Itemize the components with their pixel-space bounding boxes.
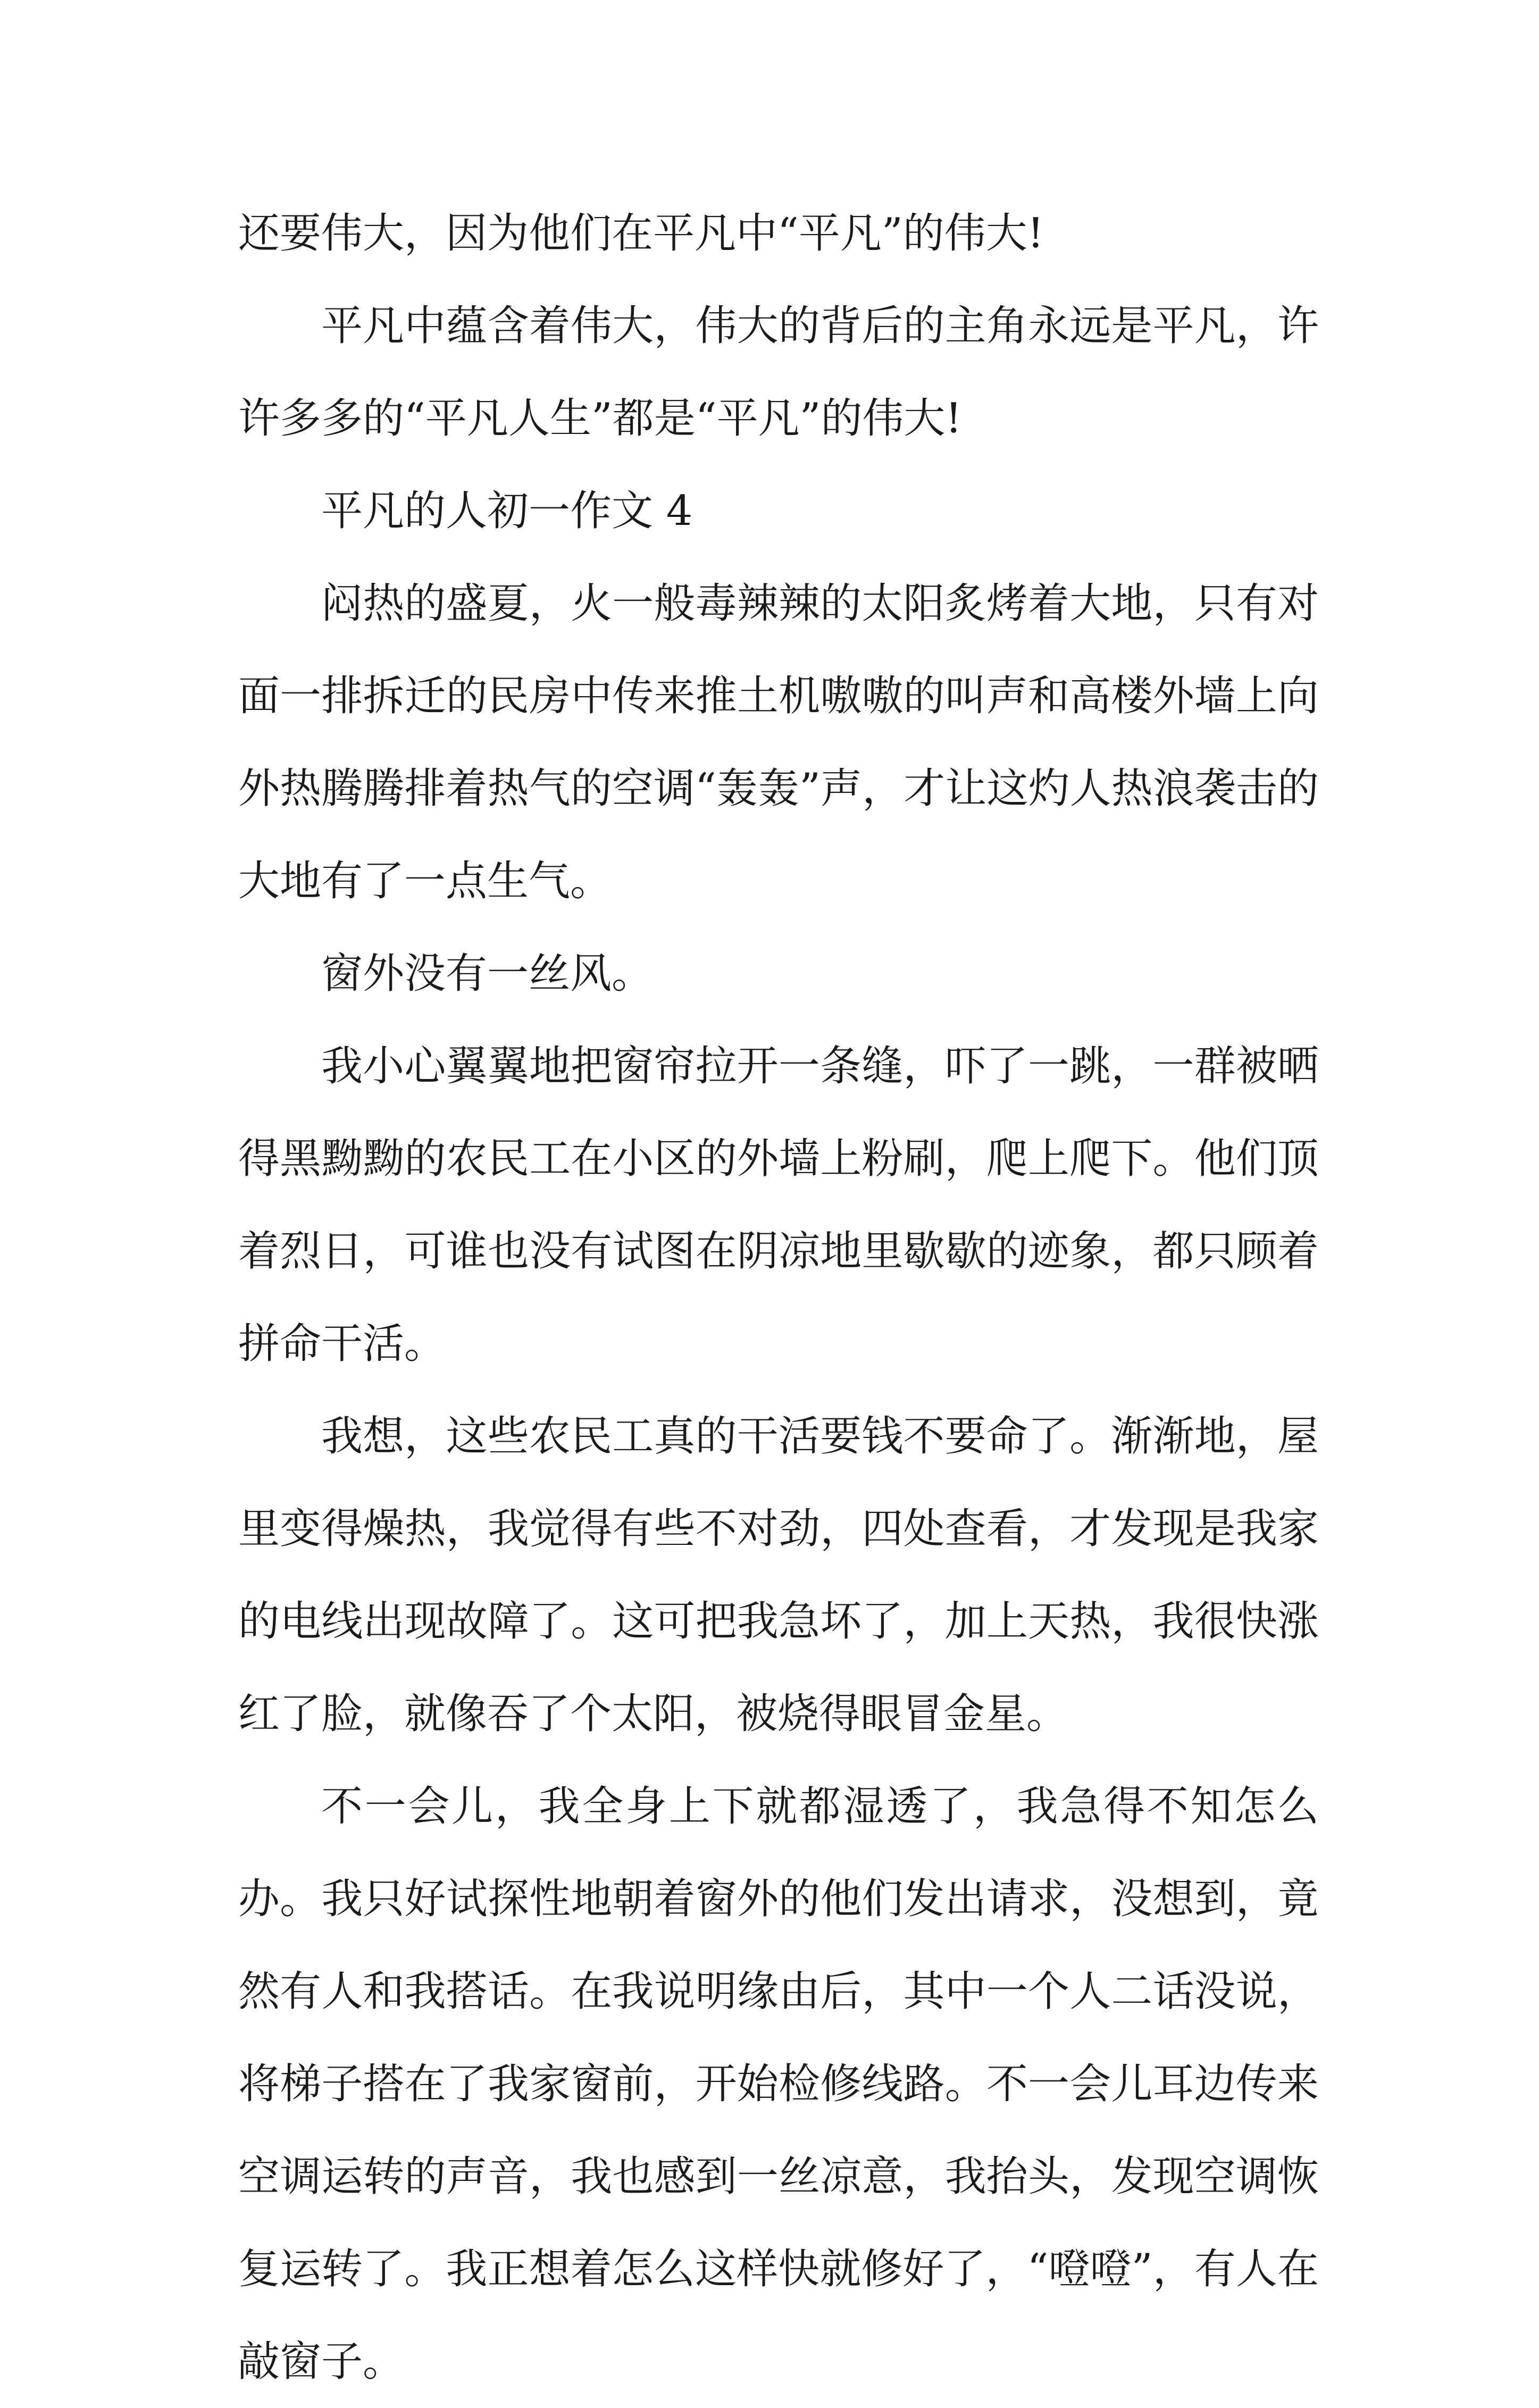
paragraph-wire-fault: 我想，这些农民工真的干活要钱不要命了。渐渐地，屋里变得燥热，我觉得有些不对劲，四处查看，才发现是我家的电线出现故障了。这可把我急坏了，加上天热，我很快涨红了脸，就像吞了个太阳，被烧得眼冒金星。 bbox=[238, 1412, 1319, 1738]
paragraph-workers: 我小心翼翼地把窗帘拉开一条缝，吓了一跳，一群被晒得黑黝黝的农民工在小区的外墙上粉刷，爬上爬下。他们顶着烈日，可谁也没有试图在阴凉地里歇歇的迹象，都只顾着拼命干活。 bbox=[238, 1042, 1319, 1368]
paragraph-repair: 不一会儿，我全身上下就都湿透了，我急得不知怎么办。我只好试探性地朝着窗外的他们发出请求，没想到，竟然有人和我搭话。在我说明缘由后，其中一个人二话没说，将梯子搭在了我家窗前，开始检修线路。不一会儿耳边传来空调运转的声音，我也感到一丝凉意，我抬头，发现空调恢复运转了。我正想着怎么这样快就修好了，“噔噔”，有人在敲窗子。 bbox=[238, 1783, 1319, 2386]
paragraph-conclusion: 平凡中蕴含着伟大，伟大的背后的主角永远是平凡，许许多多的“平凡人生”都是“平凡”的伟大! bbox=[238, 302, 1319, 442]
essay-heading: 平凡的人初一作文 4 bbox=[321, 487, 693, 535]
paragraph-continuation: 还要伟大，因为他们在平凡中“平凡”的伟大! bbox=[238, 210, 1044, 257]
paragraph-summer-heat: 闷热的盛夏，火一般毒辣辣的太阳炙烤着大地，只有对面一排拆迁的民房中传来推土机嗷嗷的叫声和高楼外墙上向外热腾腾排着热气的空调“轰轰”声，才让这灼人热浪袭击的大地有了一点生气。 bbox=[238, 580, 1319, 905]
document-page bbox=[238, 187, 1319, 2408]
paragraph-no-wind: 窗外没有一丝风。 bbox=[321, 950, 654, 998]
